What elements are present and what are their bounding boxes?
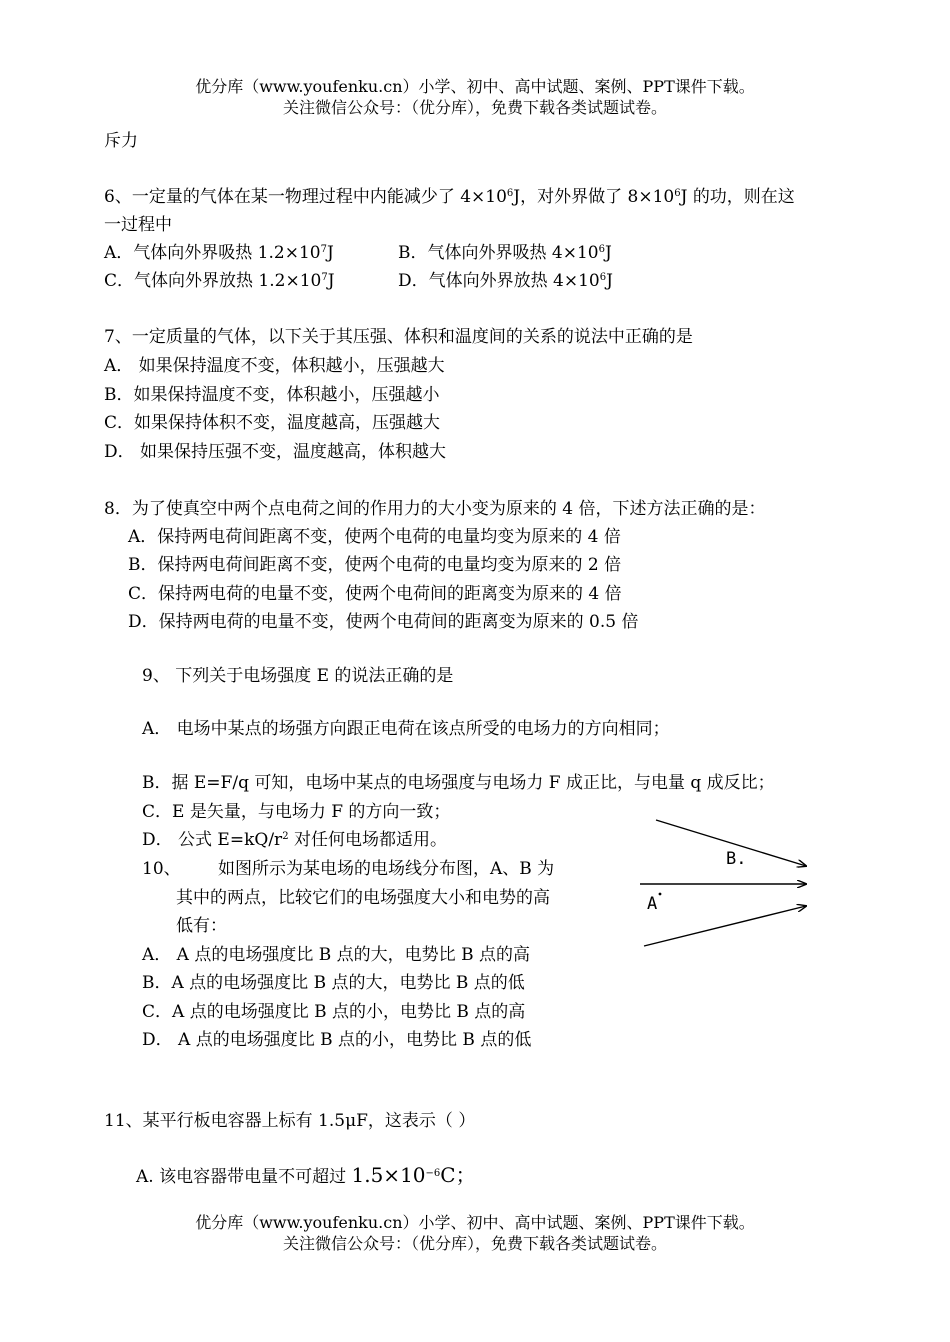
footer-line-1: 优分库（www.youfenku.cn）小学、初中、高中试题、案例、PPT课件下载。 xyxy=(195,1213,755,1232)
q6-option-d: D．气体向外界放热 $4\times 10^6J$ xyxy=(398,271,613,291)
footer-line-2: 关注微信公众号：（优分库），免费下载各类试题试卷。 xyxy=(282,1234,667,1253)
header-line-1: 优分库（www.youfenku.cn）小学、初中、高中试题、案例、PPT课件下载。 xyxy=(195,77,755,96)
q10-stem-line-2: 其中的两点，比较它们的电场强度大小和电势的高 xyxy=(176,888,550,908)
q8-stem: 8．为了使真空中两个点电荷之间的作用力的大小变为原来的 4 倍，下述方法正确的是： xyxy=(104,499,766,519)
q11-option-a: A. 该电容器带电量不可超过 $1.5\times 10^{-6}C$； xyxy=(136,1163,476,1187)
q9-option-a: A． 电场中某点的场强方向跟正电荷在该点所受的电场力的方向相同； xyxy=(142,719,670,739)
q8-option-b: B．保持两电荷间距离不变，使两个电荷的电量均变为原来的 2 倍 xyxy=(128,555,622,575)
q7-option-d: D． 如果保持压强不变，温度越高，体积越大 xyxy=(104,442,447,462)
q9-option-d: D． 公式 $E=kQ/r^2$ 对任何电场都适用。 xyxy=(142,830,447,850)
q10-option-b: B．A 点的电场强度比 B 点的大，电势比 B 点的低 xyxy=(142,973,525,993)
q9-stem: 9、 下列关于电场强度 E 的说法正确的是 xyxy=(142,666,454,686)
q10-option-d: D． A 点的电场强度比 B 点的小，电势比 B 点的低 xyxy=(142,1030,532,1050)
q6-stem-line-2: 一过程中 xyxy=(104,215,172,235)
q10-stem-line-3: 低有： xyxy=(176,916,227,936)
q7-option-b: B．如果保持温度不变，体积越小，压强越小 xyxy=(104,385,440,405)
q7-stem: 7、一定质量的气体，以下关于其压强、体积和温度间的关系的说法中正确的是 xyxy=(104,327,693,347)
header-line-2: 关注微信公众号：（优分库），免费下载各类试题试卷。 xyxy=(282,98,667,117)
q10-option-c: C．A 点的电场强度比 B 点的小，电势比 B 点的高 xyxy=(142,1002,526,1022)
point-a-dot xyxy=(659,893,662,896)
q8-option-c: C．保持两电荷的电量不变，使两个电荷间的距离变为原来的 4 倍 xyxy=(128,584,622,604)
field-line-bottom xyxy=(644,906,806,946)
q9-option-b: B．据 E=F/q 可知，电场中某点的电场强度与电场力 F 成正比，与电量 q 成反比； xyxy=(142,773,775,793)
q7-option-a: A． 如果保持温度不变，体积越小，压强越大 xyxy=(104,356,445,376)
q10-stem-line-1: 如图所示为某电场的电场线分布图，A、B 为 xyxy=(218,859,555,879)
q6-option-c: C．气体向外界放热 $1.2\times 10^7J$ xyxy=(104,271,335,291)
q8-option-a: A．保持两电荷间距离不变，使两个电荷的电量均变为原来的 4 倍 xyxy=(128,527,621,547)
q8-option-d: D．保持两电荷的电量不变，使两个电荷间的距离变为原来的 0.5 倍 xyxy=(128,612,639,632)
q6-option-b: B．气体向外界吸热 $4\times 10^6J$ xyxy=(398,243,612,263)
q11-stem: 11、某平行板电容器上标有 1.5μF，这表示（ ） xyxy=(104,1111,476,1131)
q9-option-c: C．E 是矢量，与电场力 F 的方向一致； xyxy=(142,802,451,822)
continuation-fragment: 斥力 xyxy=(104,131,138,151)
q7-option-c: C．如果保持体积不变，温度越高，压强越大 xyxy=(104,413,441,433)
q6-stem: 6、一定量的气体在某一物理过程中内能减少了 $4\times 10^6J$，对外界做了 $8\times 10^6J$ 的功，则在这 xyxy=(104,187,795,207)
point-b-label: B. xyxy=(726,849,747,869)
q10-option-a: A． A 点的电场强度比 B 点的大，电势比 B 点的高 xyxy=(142,945,530,965)
q10-number: 10、 xyxy=(142,859,181,879)
electric-field-diagram xyxy=(640,812,820,952)
q6-option-a: A．气体向外界吸热 $1.2\times 10^7J$ xyxy=(104,243,334,263)
point-a-label: A xyxy=(647,894,658,914)
